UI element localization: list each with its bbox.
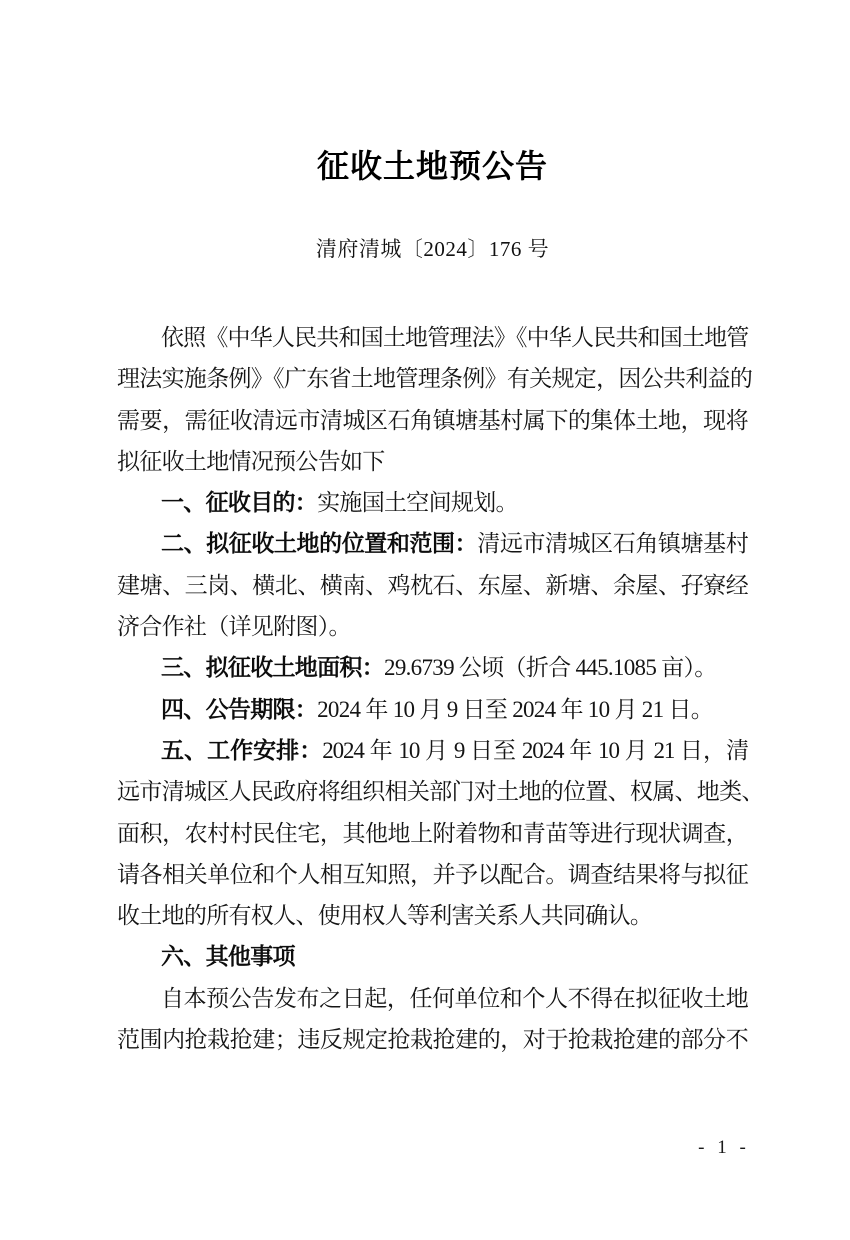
body-line-text: 2024 年 10 月 9 日至 2024 年 10 月 21 日，清 xyxy=(322,737,748,763)
body-line xyxy=(117,358,753,399)
body-line xyxy=(117,647,748,688)
body-line xyxy=(117,317,748,358)
body-line-text: 29.6739 公顷（折合 445.1085 亩）。 xyxy=(384,655,717,681)
section-label: 一、征收目的： xyxy=(161,489,318,516)
body-line-text: 建塘、三岗、横北、横南、鸡枕石、东屋、新塘、余屋、孖寮经 xyxy=(117,572,748,598)
body-line xyxy=(117,730,748,771)
body-line xyxy=(117,854,748,895)
body-line xyxy=(117,565,748,606)
body-text xyxy=(117,317,764,1060)
body-line xyxy=(117,606,748,647)
body-line-text: 依照《中华人民共和国土地管理法》《中华人民共和国土地管 xyxy=(161,325,748,350)
section-label: 六、其他事项 xyxy=(161,943,295,970)
body-line-text: 范围内抢栽抢建；违反规定抢栽抢建的，对于抢栽抢建的部分不 xyxy=(117,1027,748,1053)
body-line xyxy=(117,441,748,482)
body-line xyxy=(117,771,764,812)
body-line-text: 收土地的所有权人、使用权人等利害关系人共同确认。 xyxy=(117,903,653,929)
document-title: 征收土地预公告 xyxy=(316,148,548,184)
section-label: 四、公告期限： xyxy=(161,695,318,722)
body-line xyxy=(117,1019,748,1060)
body-line xyxy=(117,936,748,977)
body-line-text: 自本预公告发布之日起，任何单位和个人不得在拟征收土地 xyxy=(161,985,748,1011)
body-line-text: 理法实施条例》《广东省土地管理条例》有关规定，因公共利益的 xyxy=(117,366,753,392)
document-number: 清府清城〔2024〕176 号 xyxy=(315,237,550,261)
section-label: 三、拟征收土地面积： xyxy=(161,654,385,681)
body-line xyxy=(117,978,748,1019)
body-line-text: 实施国土空间规划。 xyxy=(317,490,518,516)
body-line-text: 远市清城区人民政府将组织相关部门对土地的位置、权属、地类、 xyxy=(117,779,764,805)
body-line-text: 2024 年 10 月 9 日至 2024 年 10 月 21 日。 xyxy=(317,696,714,722)
section-label: 二、拟征收土地的位置和范围： xyxy=(161,530,478,557)
body-line-text: 拟征收土地情况预公告如下 xyxy=(117,448,385,474)
body-line xyxy=(117,400,748,441)
body-line-text: 清远市清城区石角镇塘基村 xyxy=(477,531,748,557)
body-line-text: 需要，需征收清远市清城区石角镇塘基村属下的集体土地，现将 xyxy=(117,407,748,433)
body-line-text: 请各相关单位和个人相互知照，并予以配合。调查结果将与拟征 xyxy=(117,861,748,887)
body-line-text: 济合作社（详见附图）。 xyxy=(117,614,351,640)
body-line-text: 面积，农村村民住宅，其他地上附着物和青苗等进行现状调查， xyxy=(117,820,748,846)
page-number: - 1 - xyxy=(698,1137,750,1158)
body-line xyxy=(117,482,748,523)
body-line xyxy=(117,689,748,730)
body-line xyxy=(117,523,748,564)
section-label: 五、工作安排： xyxy=(161,736,323,763)
body-line xyxy=(117,813,748,854)
body-line xyxy=(117,895,748,936)
